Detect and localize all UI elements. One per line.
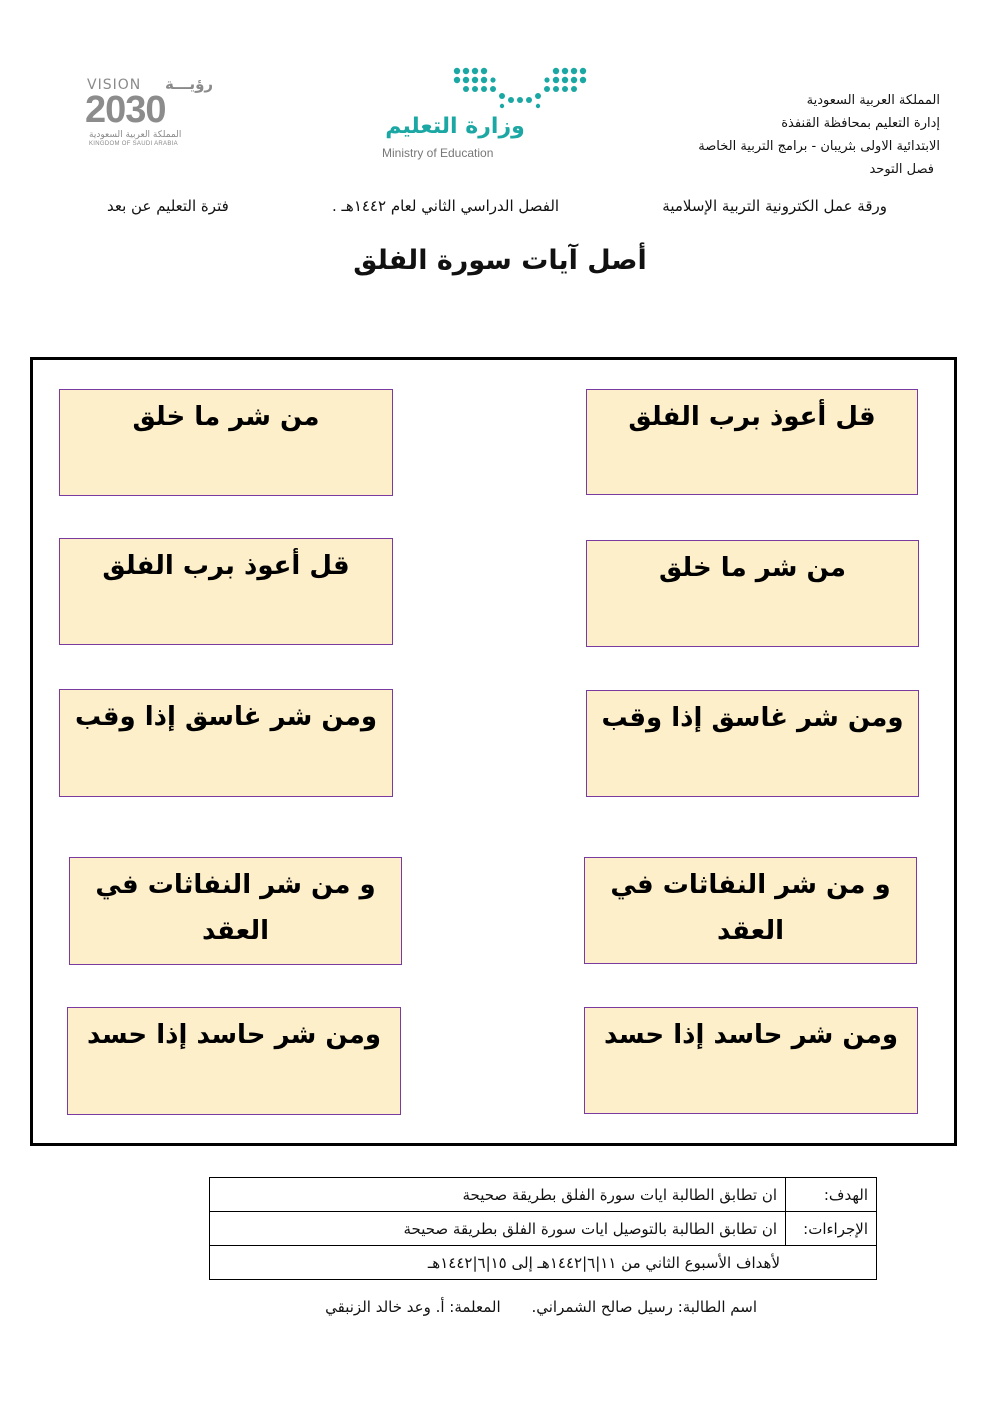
worksheet-semester: الفصل الدراسي الثاني لعام ١٤٤٢هـ . — [331, 197, 560, 215]
left-card-4[interactable]: و من شر النفاثات في العقد — [69, 857, 402, 965]
vision-kingdom-ar: المملكة العربية السعودية — [89, 130, 182, 140]
table-row — [210, 1212, 877, 1246]
right-card-5[interactable]: ومن شر حاسد إذا حسد — [584, 1007, 918, 1114]
ministry-logo — [375, 62, 605, 167]
ministry-dots-icon — [453, 66, 599, 110]
ministry-name-en: Ministry of Education — [382, 146, 494, 160]
procedure-label: الإجراءات: — [786, 1212, 877, 1246]
student-name: اسم الطالبة: رسيل صالح الشمراني. — [531, 1298, 757, 1316]
page-title: أصل آيات سورة الفلق — [353, 245, 647, 276]
right-card-4[interactable]: و من شر النفاثات في العقد — [584, 857, 917, 964]
goal-text: ان تطابق الطالبة ايات سورة الفلق بطريقة صحيحة — [210, 1178, 786, 1212]
table-row — [210, 1246, 877, 1280]
right-card-2[interactable]: من شر ما خلق — [586, 540, 919, 647]
table-row — [210, 1178, 877, 1212]
objectives-table — [209, 1177, 877, 1280]
left-card-1[interactable]: من شر ما خلق — [59, 389, 393, 496]
worksheet-info-line — [107, 197, 887, 215]
vision-year: 2030 — [85, 89, 166, 131]
week-text: لأهداف الأسبوع الثاني من ١١|٦|١٤٤٢هـ إلى ١٥|٦|١٤٤٢هـ — [210, 1246, 877, 1280]
ministry-name-ar: وزارة التعليم — [385, 114, 525, 139]
left-card-5[interactable]: ومن شر حاسد إذا حسد — [67, 1007, 401, 1115]
goal-label: الهدف: — [786, 1178, 877, 1212]
footer-names — [315, 1298, 757, 1316]
header-class: فصل التوحد — [869, 162, 934, 177]
left-card-2[interactable]: قل أعوذ برب الفلق — [59, 538, 393, 645]
vision-kingdom-en: KINGDOM OF SAUDI ARABIA — [89, 141, 178, 147]
teacher-name: المعلمة: أ. وعد خالد الزنبقي — [325, 1298, 501, 1316]
right-card-3[interactable]: ومن شر غاسق إذا وقب — [586, 690, 919, 797]
vision-2030-logo — [83, 75, 218, 150]
header-kingdom: المملكة العربية السعودية — [806, 93, 940, 108]
header-education-office: إدارة التعليم بمحافظة القنفذة — [781, 116, 940, 131]
worksheet-subject: ورقة عمل الكترونية التربية الإسلامية — [662, 197, 887, 215]
worksheet-period: فترة التعليم عن بعد — [107, 197, 229, 215]
procedure-text: ان تطابق الطالبة بالتوصيل ايات سورة الفلق بطريقة صحيحة — [210, 1212, 786, 1246]
right-card-1[interactable]: قل أعوذ برب الفلق — [586, 389, 918, 495]
left-card-3[interactable]: ومن شر غاسق إذا وقب — [59, 689, 393, 797]
header-school: الابتدائية الاولى بثريبان - برامج التربية الخاصة — [698, 139, 940, 154]
vision-label: VISION — [87, 77, 142, 93]
vision-label-ar: رؤيـــة — [165, 75, 214, 93]
